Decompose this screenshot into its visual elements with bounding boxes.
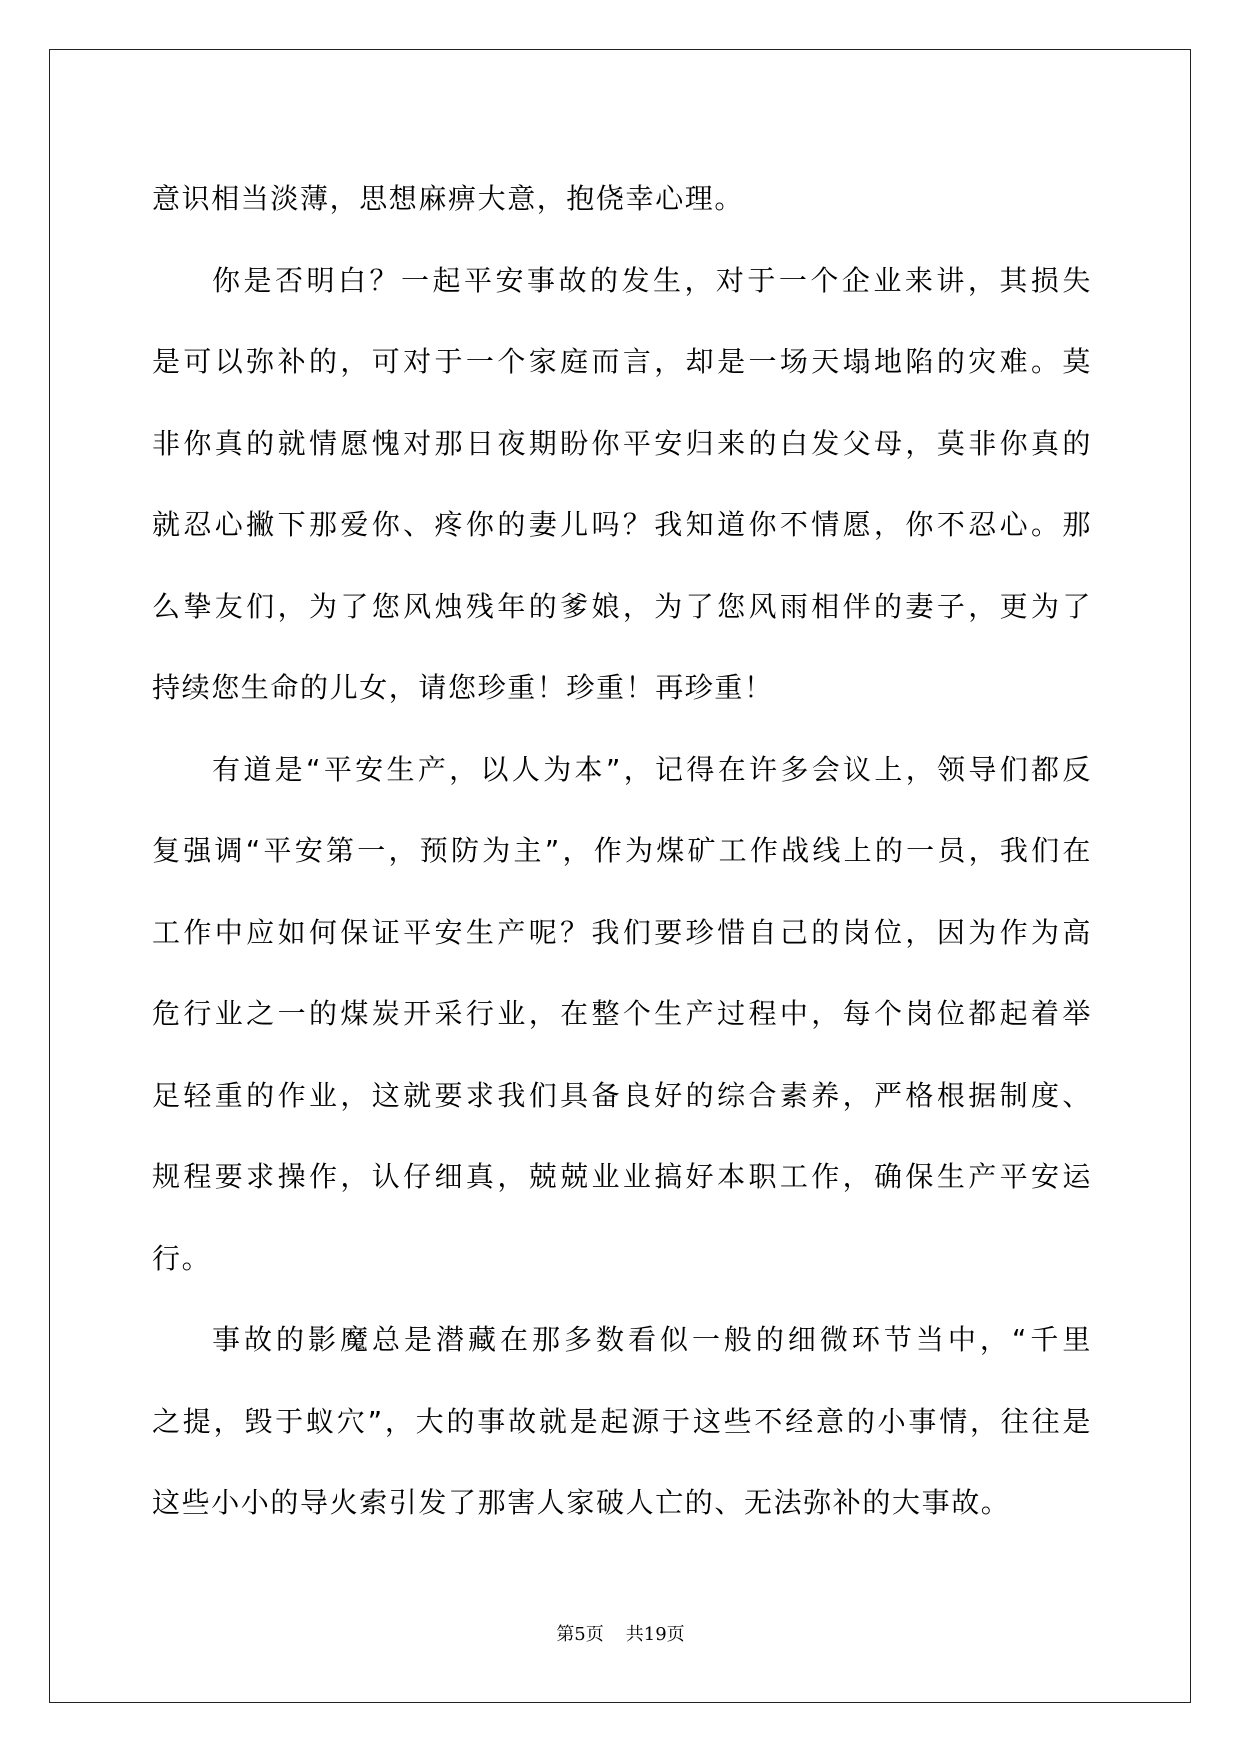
paragraph: [152, 158, 1092, 240]
paragraph-line: 就忍心撇下那爱你、疼你的妻儿吗？我知道你不情愿，你不忍心。那: [152, 508, 1092, 541]
paragraph-line: 持续您生命的儿女，请您珍重！珍重！再珍重！: [152, 671, 774, 704]
page-total: 共19页: [625, 1624, 685, 1645]
paragraph-line: 是可以弥补的，可对于一个家庭而言，却是一场天塌地陷的灾难。莫: [152, 345, 1092, 378]
paragraph-line: 之提，毁于蚁穴”，大的事故就是起源于这些不经意的小事情，往往是: [152, 1404, 1092, 1438]
paragraph: [152, 1299, 1092, 1544]
paragraph-line: 有道是“平安生产，以人为本”，记得在许多会议上，领导们都反: [212, 752, 1092, 786]
paragraph: [152, 240, 1092, 729]
paragraph-line: 规程要求操作，认仔细真，兢兢业业搞好本职工作，确保生产平安运: [152, 1160, 1092, 1193]
paragraph-line: 工作中应如何保证平安生产呢？我们要珍惜自己的岗位，因为作为高: [152, 915, 1092, 949]
paragraph-line: 非你真的就情愿愧对那日夜期盼你平安归来的白发父母，莫非你真的: [152, 426, 1092, 460]
paragraph-line: 意识相当淡薄，思想麻痹大意，抱侥幸心理。: [152, 182, 745, 215]
page-number: 第5页: [556, 1624, 604, 1645]
page-footer: [0, 1620, 1241, 1646]
paragraph: [152, 729, 1092, 1300]
paragraph-line: 事故的影魔总是潜藏在那多数看似一般的细微环节当中，“千里: [212, 1323, 1092, 1356]
paragraph-line: 行。: [152, 1241, 212, 1275]
paragraph-line: 足轻重的作业，这就要求我们具备良好的综合素养，严格根据制度、: [152, 1078, 1092, 1112]
document-body: [152, 158, 1092, 1544]
paragraph-line: 么挚友们，为了您风烛残年的爹娘，为了您风雨相伴的妻子，更为了: [152, 589, 1092, 623]
paragraph-line: 你是否明白？一起平安事故的发生，对于一个企业来讲，其损失: [212, 263, 1092, 297]
paragraph-line: 复强调“平安第一，预防为主”，作为煤矿工作战线上的一员，我们在: [152, 834, 1092, 867]
paragraph-line: 危行业之一的煤炭开采行业，在整个生产过程中，每个岗位都起着举: [152, 997, 1092, 1030]
paragraph-line: 这些小小的导火索引发了那害人家破人亡的、无法弥补的大事故。: [152, 1486, 1011, 1519]
